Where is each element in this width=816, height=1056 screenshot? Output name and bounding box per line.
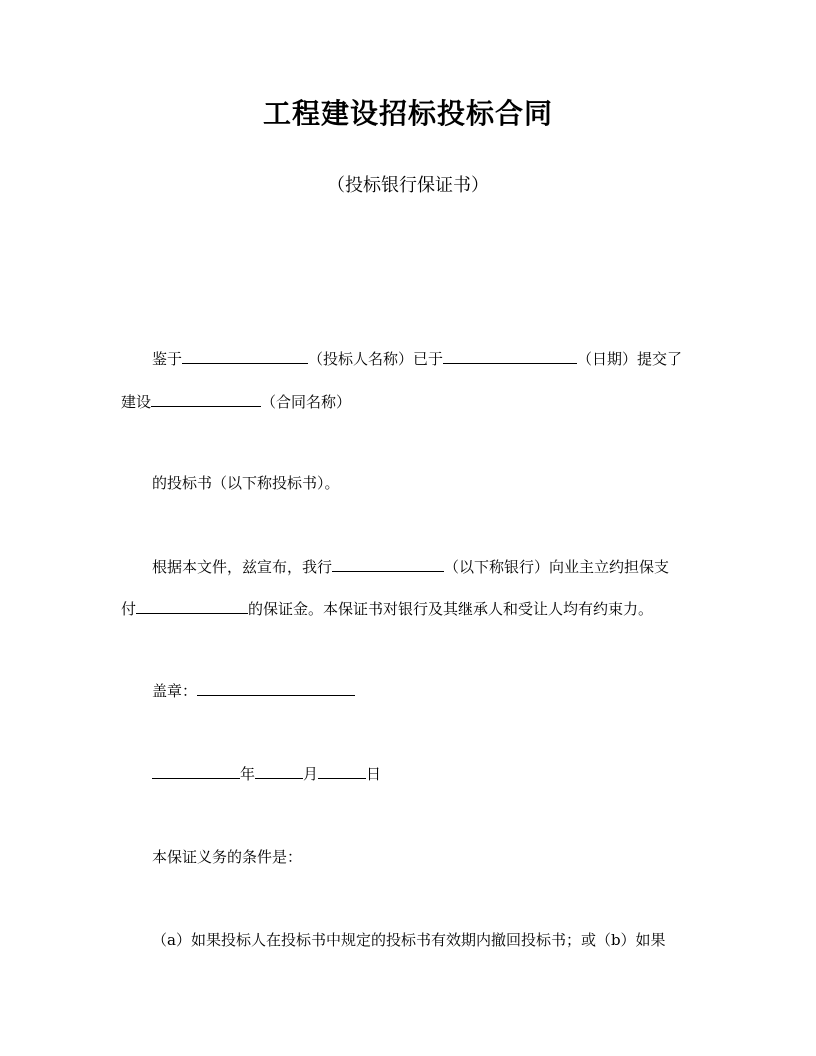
paragraph-3-line-2 [121,596,653,621]
condition-a: （a）如果投标人在投标书中规定的投标书有效期内撤回投标书；或（b）如果 [152,931,666,949]
bank-name-blank [332,554,444,572]
text-segment: 的保证金。本保证书对银行及其继承人和受让人均有约束力。 [248,600,654,618]
document-title: 工程建设招标投标合同 [262,97,553,130]
seal-blank [197,678,355,696]
text-segment: 鉴于 [152,350,183,368]
paragraph-3-line-1 [152,554,669,579]
amount-blank [136,596,248,614]
text-segment: 根据本文件，兹宣布，我行 [152,558,333,576]
year-label: 年 [240,765,256,783]
paragraph-1-line-2 [121,389,351,414]
seal-line [152,678,355,703]
bidder-name-blank [182,346,308,364]
paragraph-2: 的投标书（以下称投标书）。 [152,474,340,492]
text-segment: 建设 [121,393,152,411]
text-segment: 付 [121,600,137,618]
day-label: 日 [366,765,382,783]
paragraph-1-line-1 [152,346,682,371]
text-segment: （以下称银行）向业主立约担保支 [444,558,670,576]
text-segment: （投标人名称）已于 [308,350,444,368]
year-blank [152,761,240,779]
document-subtitle: （投标银行保证书） [327,175,489,196]
text-segment: （合同名称） [261,393,352,411]
contract-name-blank [151,389,261,407]
month-label: 月 [303,765,319,783]
date-line [152,761,381,786]
submission-date-blank [443,346,577,364]
text-segment: （日期）提交了 [577,350,683,368]
seal-label: 盖章： [152,682,198,700]
day-blank [318,761,366,779]
month-blank [255,761,303,779]
conditions-intro: 本保证义务的条件是： [152,848,303,866]
